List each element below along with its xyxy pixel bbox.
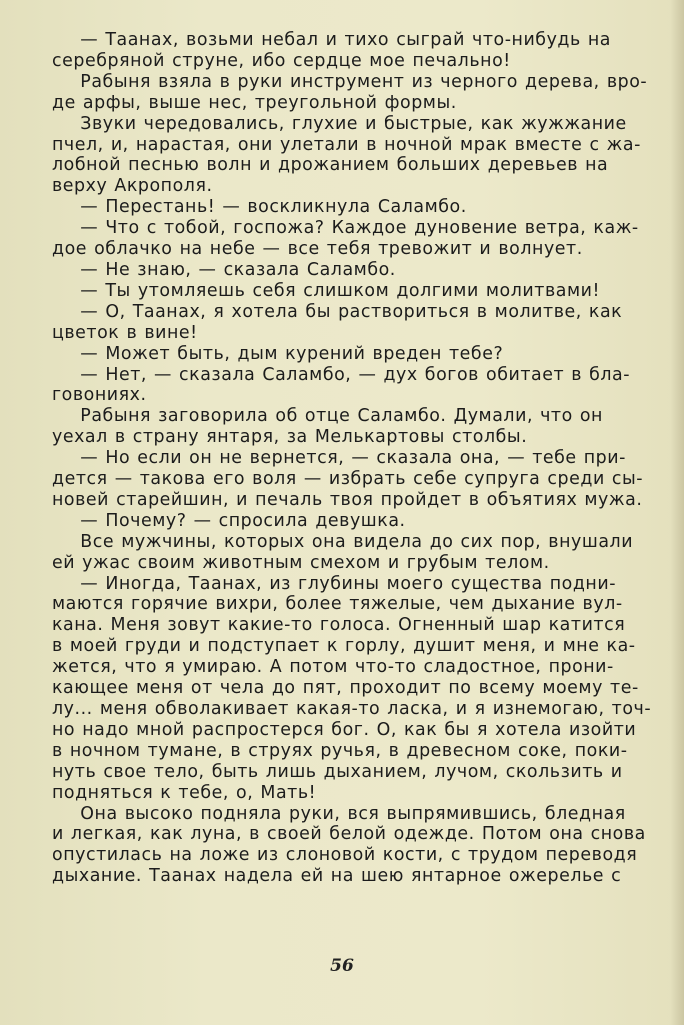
text-line: Рабыня взяла в руки инструмент из черного дерева, вро- xyxy=(52,71,648,92)
text-line: — Таанах, возьми небал и тихо сыграй что-нибудь на xyxy=(52,30,611,50)
page-number: 56 xyxy=(330,956,354,976)
text-line: — Но если он не вернется, — сказала она, — тебе при- xyxy=(52,448,626,469)
text-line: ей ужас своим животным смехом и грубым телом. xyxy=(52,552,550,573)
text-line: верху Акрополя. xyxy=(52,176,213,197)
text-line: маются горячие вихри, более тяжелые, чем дыхание вул- xyxy=(52,594,623,615)
text-line: — Иногда, Таанах, из глубины моего существа подни- xyxy=(52,573,617,594)
text-line: в моей груди и подступает к горлу, душит меня, и мне ка- xyxy=(52,636,636,657)
text-line: новей старейшин, и печаль твоя пройдет в объятиях мужа. xyxy=(52,489,643,510)
text-line: пчел, и, нарастая, они улетали в ночной мрак вместе с жа- xyxy=(52,134,641,155)
text-line: дется — такова его воля — избрать себе супруга среди сы- xyxy=(52,469,644,490)
text-line: де арфы, выше нес, треугольной формы. xyxy=(52,92,457,113)
text-line: лобной песнью волн и дрожанием больших деревьев на xyxy=(52,155,609,176)
text-line: Рабыня заговорила об отце Саламбо. Думали, что он xyxy=(52,406,603,427)
text-line: уехал в страну янтаря, за Мелькартовы столбы. xyxy=(52,427,528,448)
text-line: но надо мной распростерся бог. О, как бы я хотела изойти xyxy=(52,719,637,740)
text-line: Она высоко подняла руки, вся выпрямившись, бледная xyxy=(52,803,626,824)
page-edge-shadow xyxy=(670,0,684,1025)
text-line: опустилась на ложе из слоновой кости, с трудом переводя xyxy=(52,845,638,866)
text-line: в ночном тумане, в струях ручья, в древесном соке, поки- xyxy=(52,740,628,761)
text-line: серебряной струне, ибо сердце мое печально! xyxy=(52,50,511,71)
text-line: и легкая, как луна, в своей белой одежде. Потом она снова xyxy=(52,824,646,845)
text-line: нуть свое тело, быть лишь дыханием, лучом, скользить и xyxy=(52,761,623,782)
text-line: Все мужчины, которых она видела до сих пор, внушали xyxy=(52,531,634,552)
text-line: — Перестань! — воскликнула Саламбо. xyxy=(52,197,467,218)
text-line: подняться к тебе, о, Мать! xyxy=(52,782,317,803)
text-line: дое облачко на небе — все тебя тревожит и волнует. xyxy=(52,239,583,260)
text-line: кана. Меня зовут какие-то голоса. Огненный шар катится xyxy=(52,615,626,636)
text-line: кающее меня от чела до пят, проходит по всему моему те- xyxy=(52,678,639,699)
text-line: — Нет, — сказала Саламбо, — дух богов обитает в бла- xyxy=(52,364,631,385)
body-text xyxy=(52,30,656,887)
text-line: дыхание. Таанах надела ей на шею янтарное ожерелье с xyxy=(52,866,622,887)
text-line: цветок в вине! xyxy=(52,322,198,343)
text-line: — Почему? — спросила девушка. xyxy=(52,510,406,531)
text-line: — О, Таанах, я хотела бы раствориться в молитве, как xyxy=(52,301,623,322)
text-line: Звуки чередовались, глухие и быстрые, как жужжание xyxy=(52,113,627,134)
text-line: — Не знаю, — сказала Саламбо. xyxy=(52,259,396,280)
text-line: жется, что я умираю. А потом что-то сладостное, прони- xyxy=(52,657,614,678)
text-line: — Что с тобой, госпожа? Каждое дуновение ветра, каж- xyxy=(52,218,639,239)
text-line: — Может быть, дым курений вреден тебе? xyxy=(52,343,504,364)
text-line: — Ты утомляешь себя слишком долгими молитвами! xyxy=(52,280,600,301)
text-line: лу... меня обволакивает какая-то ласка, и я изнемогаю, точ- xyxy=(52,699,652,719)
text-line: говониях. xyxy=(52,385,147,406)
